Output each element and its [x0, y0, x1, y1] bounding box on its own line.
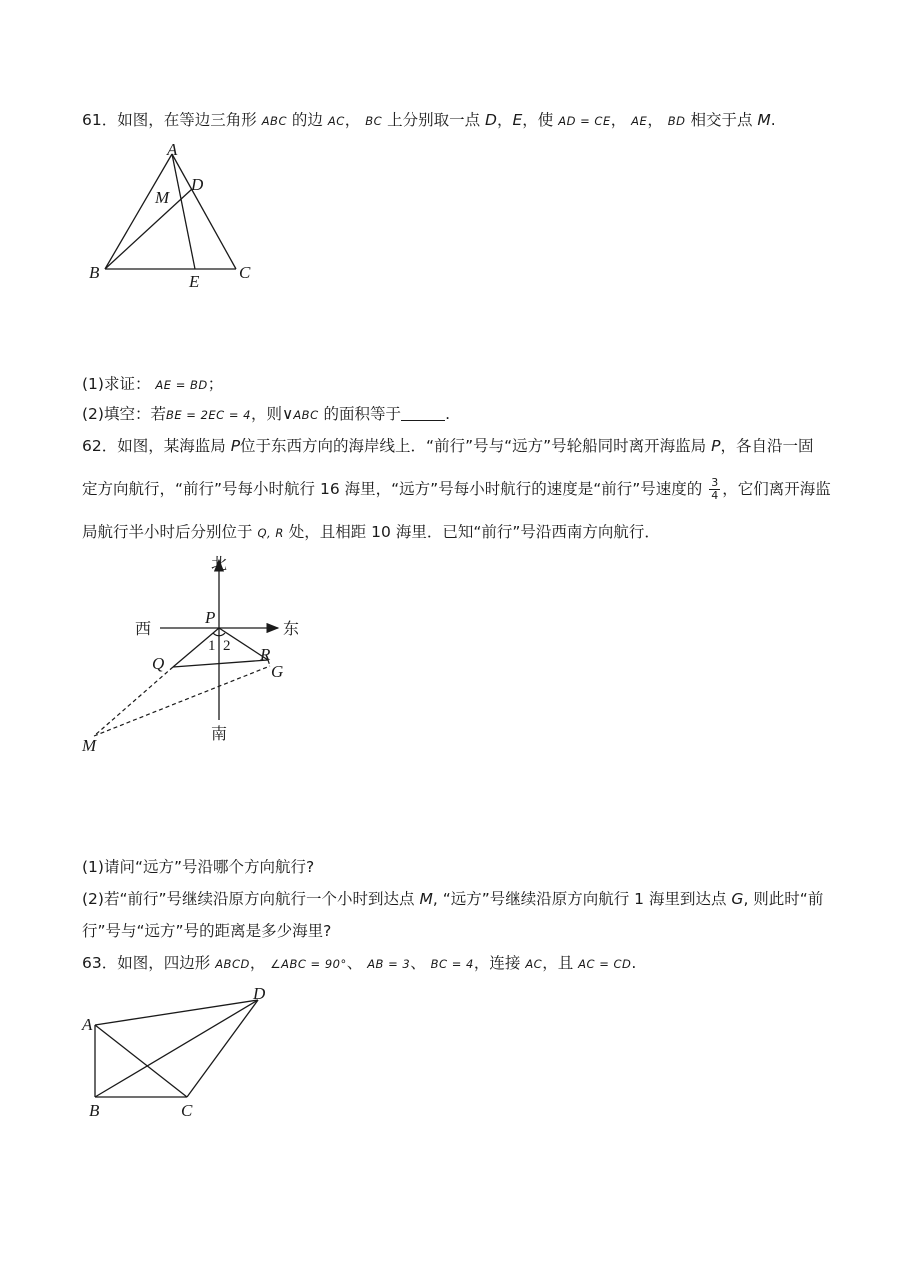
q62-part2-line2: 行”号与“远方”号的距离是多少海里?: [82, 922, 332, 940]
q62-label-north: 北: [211, 554, 228, 573]
q63-label-c: C: [181, 1101, 193, 1120]
q63-side-cd: [187, 1000, 258, 1097]
q62-segment-qr: [173, 660, 268, 667]
q63-stem: 63．如图，四边形 ABCD， ∠ABC = 90°、 AB = 3、 BC = 4，连接 AC，且 AC = CD.: [82, 954, 637, 972]
q62-figure: [80, 548, 340, 758]
q61-part2: (2)填空：若BE = 2EC = 4，则∨ABC 的面积等于 .: [82, 405, 450, 423]
q62-segment-qm: [94, 667, 173, 736]
q62-label-r: R: [260, 645, 271, 664]
q61-label-e: E: [189, 272, 200, 291]
q62-segment-mg: [94, 666, 270, 736]
q62-part1: (1)请问“远方”号沿哪个方向航行?: [82, 858, 315, 876]
q61-side-ac: [172, 154, 236, 269]
q62-label-g: G: [271, 662, 284, 681]
q61-stem: 61．如图，在等边三角形 ABC 的边 AC， BC 上分别取一点 D，E，使 AD = CE， AE， BD 相交于点 M.: [82, 111, 776, 129]
q62-stem-line3: 局航行半小时后分别位于 Q, R 处，且相距 10 海里．已知“前行”号沿西南方向航行．: [82, 523, 660, 541]
q61-label-d: D: [191, 175, 204, 194]
q63-diagonal-bd: [95, 1000, 258, 1097]
q61-figure: [80, 135, 280, 295]
q62-label-q: Q: [152, 654, 165, 673]
q63-label-d: D: [253, 984, 266, 1003]
q62-label-angle2: 2: [223, 638, 231, 654]
q61-part1: (1)求证： AE = BD；: [82, 375, 224, 393]
q63-figure: [80, 980, 280, 1125]
q62-label-east: 东: [283, 619, 300, 638]
q61-segment-ae: [172, 154, 195, 269]
q62-stem-line1: 62．如图，某海监局 P位于东西方向的海岸线上．“前行”号与“远方”号轮船同时离开海监局 P，各自沿一固: [82, 437, 814, 455]
q61-side-ab: [105, 154, 172, 269]
q62-label-angle1: 1: [208, 638, 216, 654]
q63-label-b: B: [89, 1101, 100, 1120]
q61-label-a: A: [167, 140, 178, 159]
q62-label-south: 南: [211, 724, 228, 743]
q62-label-west: 西: [135, 619, 152, 638]
q61-answer-blank[interactable]: [401, 406, 445, 421]
q61-segment-bd: [105, 189, 192, 269]
q61-label-m: M: [155, 188, 170, 207]
q62-fraction: $\frac{3}{4}$: [711, 476, 719, 502]
q63-label-a: A: [82, 1015, 93, 1034]
q61-label-c: C: [239, 263, 251, 282]
q63-side-ad: [95, 1000, 258, 1025]
q63-diagonal-ac: [95, 1025, 187, 1097]
q62-label-m: M: [82, 736, 97, 755]
q61-label-b: B: [89, 263, 100, 282]
q62-stem-line2: 定方向航行，“前行”号每小时航行 16 海里，“远方”号每小时航行的速度是“前行”号速度的 $\frac{3}{4}$ ，它们离开海监: [82, 476, 831, 502]
q62-label-p: P: [205, 608, 216, 627]
q62-part2-line1: (2)若“前行”号继续沿原方向航行一个小时到达点 M, “远方”号继续沿原方向航行 1 海里到达点 G, 则此时“前: [82, 890, 824, 908]
